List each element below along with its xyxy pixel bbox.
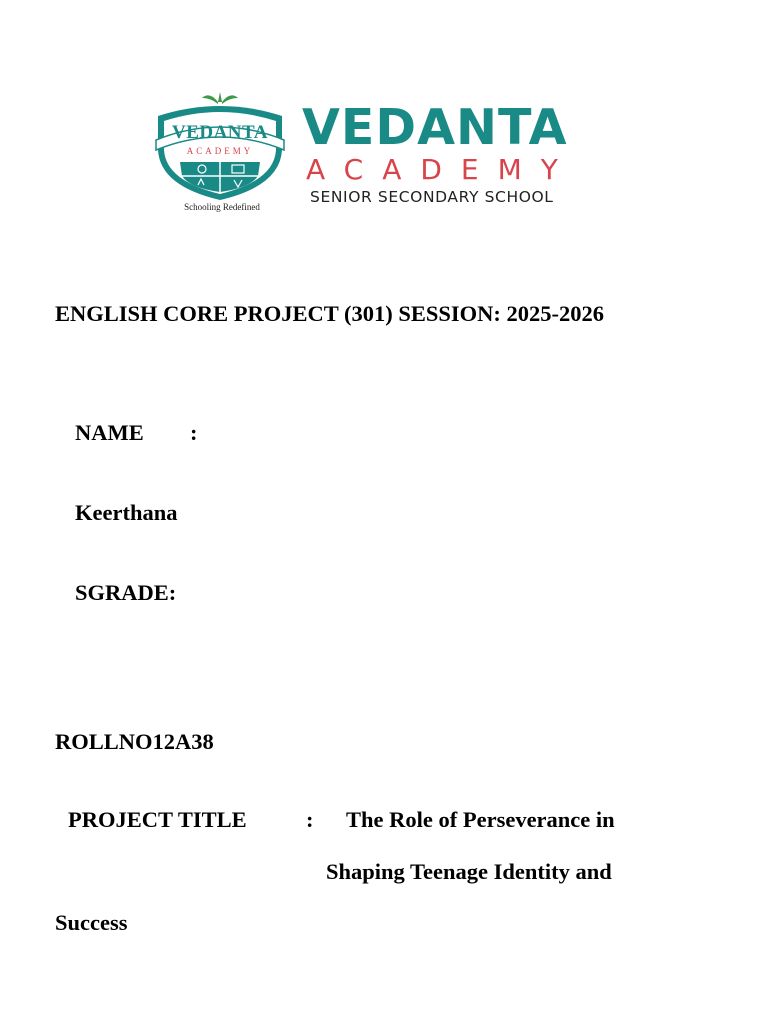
name-label: NAME (75, 420, 144, 445)
svg-text:VEDANTA: VEDANTA (171, 122, 269, 143)
project-heading: ENGLISH CORE PROJECT (301) SESSION: 2025-2026 (55, 301, 605, 326)
project-title-label: PROJECT TITLE (68, 807, 247, 832)
school-crest-icon (150, 88, 290, 220)
roll-number: ROLLNO12A38 (55, 729, 214, 754)
wordmark (302, 99, 647, 208)
crest-tagline: Schooling Redefined (184, 202, 260, 212)
project-title-line-3: Success (55, 910, 128, 935)
project-title-line-1: The Role of Perseverance in (346, 807, 615, 832)
logo-academy: ACADEMY (306, 153, 577, 186)
student-name: Keerthana (75, 500, 178, 525)
svg-text:ACADEMY: ACADEMY (186, 146, 254, 156)
project-title-colon: : (306, 807, 314, 832)
name-colon: : (190, 420, 198, 445)
logo-school-type: SENIOR SECONDARY SCHOOL (310, 188, 554, 206)
grade-label: SGRADE: (75, 580, 177, 605)
logo-school-name: VEDANTA (302, 99, 568, 156)
project-title-line-2: Shaping Teenage Identity and (326, 859, 612, 884)
school-logo (150, 88, 650, 220)
